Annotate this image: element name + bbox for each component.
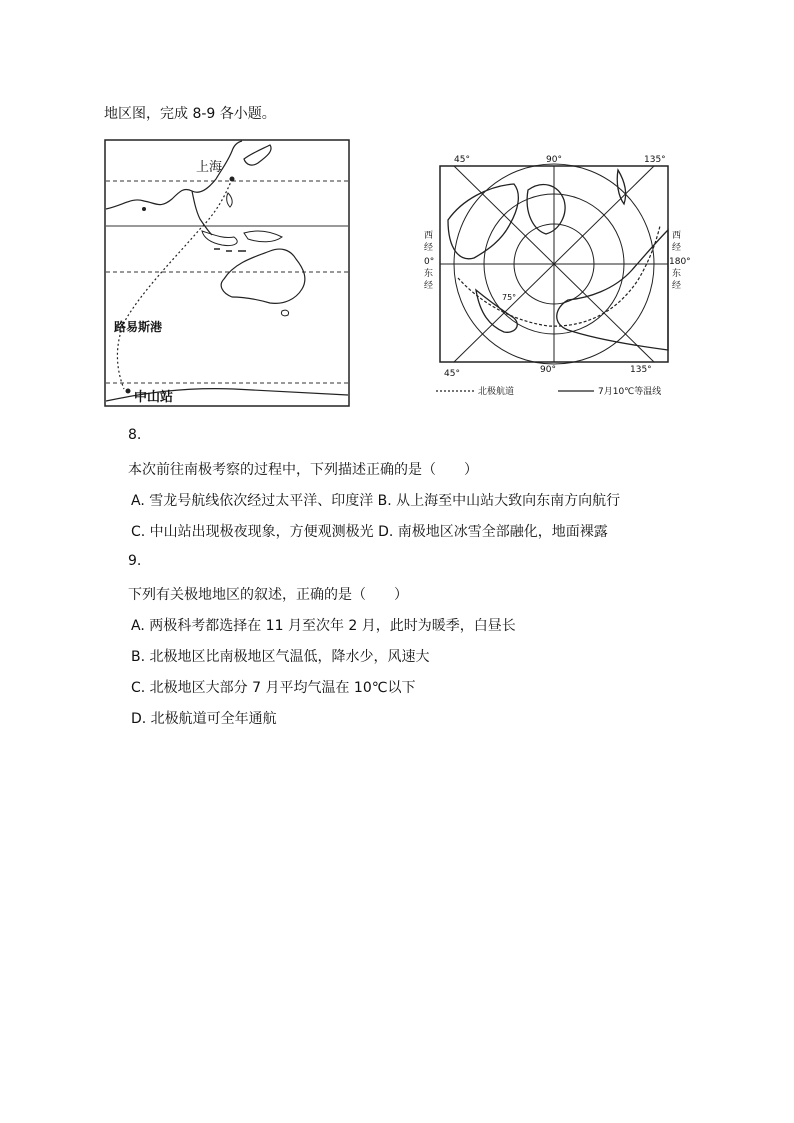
question-8-option-ab: A. 雪龙号航线依次经过太平洋、印度洋 B. 从上海至中山站大致向东南方向航行: [131, 493, 621, 509]
map-right-bottom-label-1: 45°: [444, 369, 460, 379]
map-right-west-2: 经: [424, 243, 434, 253]
map-right-east-3: 180°: [669, 257, 691, 267]
map-right-west-1: 西: [424, 231, 434, 241]
legend-route: 北极航道: [478, 387, 515, 397]
route-map: [104, 139, 350, 407]
question-8-option-cd: C. 中山站出现极夜现象，方便观测极光 D. 南极地区冰雪全部融化，地面裸露: [131, 524, 608, 540]
label-zhongshan: 中山站: [134, 390, 174, 405]
question-9-option-b: B. 北极地区比南极地区气温低，降水少，风速大: [131, 649, 430, 665]
question-8-number: 8.: [128, 427, 142, 443]
map-right-west-4: 东: [424, 269, 434, 279]
question-9-number: 9.: [128, 553, 142, 569]
map-right-bottom-label-2: 90°: [540, 365, 556, 375]
label-port-louis: 路易斯港: [114, 320, 163, 334]
question-9-stem: 下列有关极地地区的叙述，正确的是（ ）: [128, 587, 408, 603]
map-right-east-2: 经: [672, 243, 682, 253]
question-9-option-a: A. 两极科考都选择在 11 月至次年 2 月，此时为暖季，白昼长: [131, 618, 516, 634]
map-right-west-5: 经: [424, 281, 434, 291]
map-right-east-5: 经: [672, 281, 682, 291]
arctic-map: [418, 150, 696, 400]
map-right-east-1: 西: [672, 231, 682, 241]
intro-text: 地区图，完成 8-9 各小题。: [104, 106, 276, 122]
question-9-option-c: C. 北极地区大部分 7 月平均气温在 10℃以下: [131, 680, 416, 696]
question-8-stem: 本次前往南极考察的过程中，下列描述正确的是（ ）: [128, 462, 478, 478]
map-right-east-4: 东: [672, 269, 682, 279]
map-right-bottom-label-3: 135°: [630, 365, 652, 375]
map-right-west-3: 0°: [424, 257, 435, 267]
label-shanghai: 上海: [196, 160, 223, 175]
map-right-inner-label: 75°: [502, 293, 517, 302]
map-right-top-label-1: 45°: [454, 155, 470, 165]
question-9-option-d: D. 北极航道可全年通航: [131, 711, 277, 727]
map-right-top-label-2: 90°: [546, 155, 562, 165]
legend-isotherm: 7月10℃等温线: [598, 387, 662, 397]
map-right-top-label-3: 135°: [644, 155, 666, 165]
